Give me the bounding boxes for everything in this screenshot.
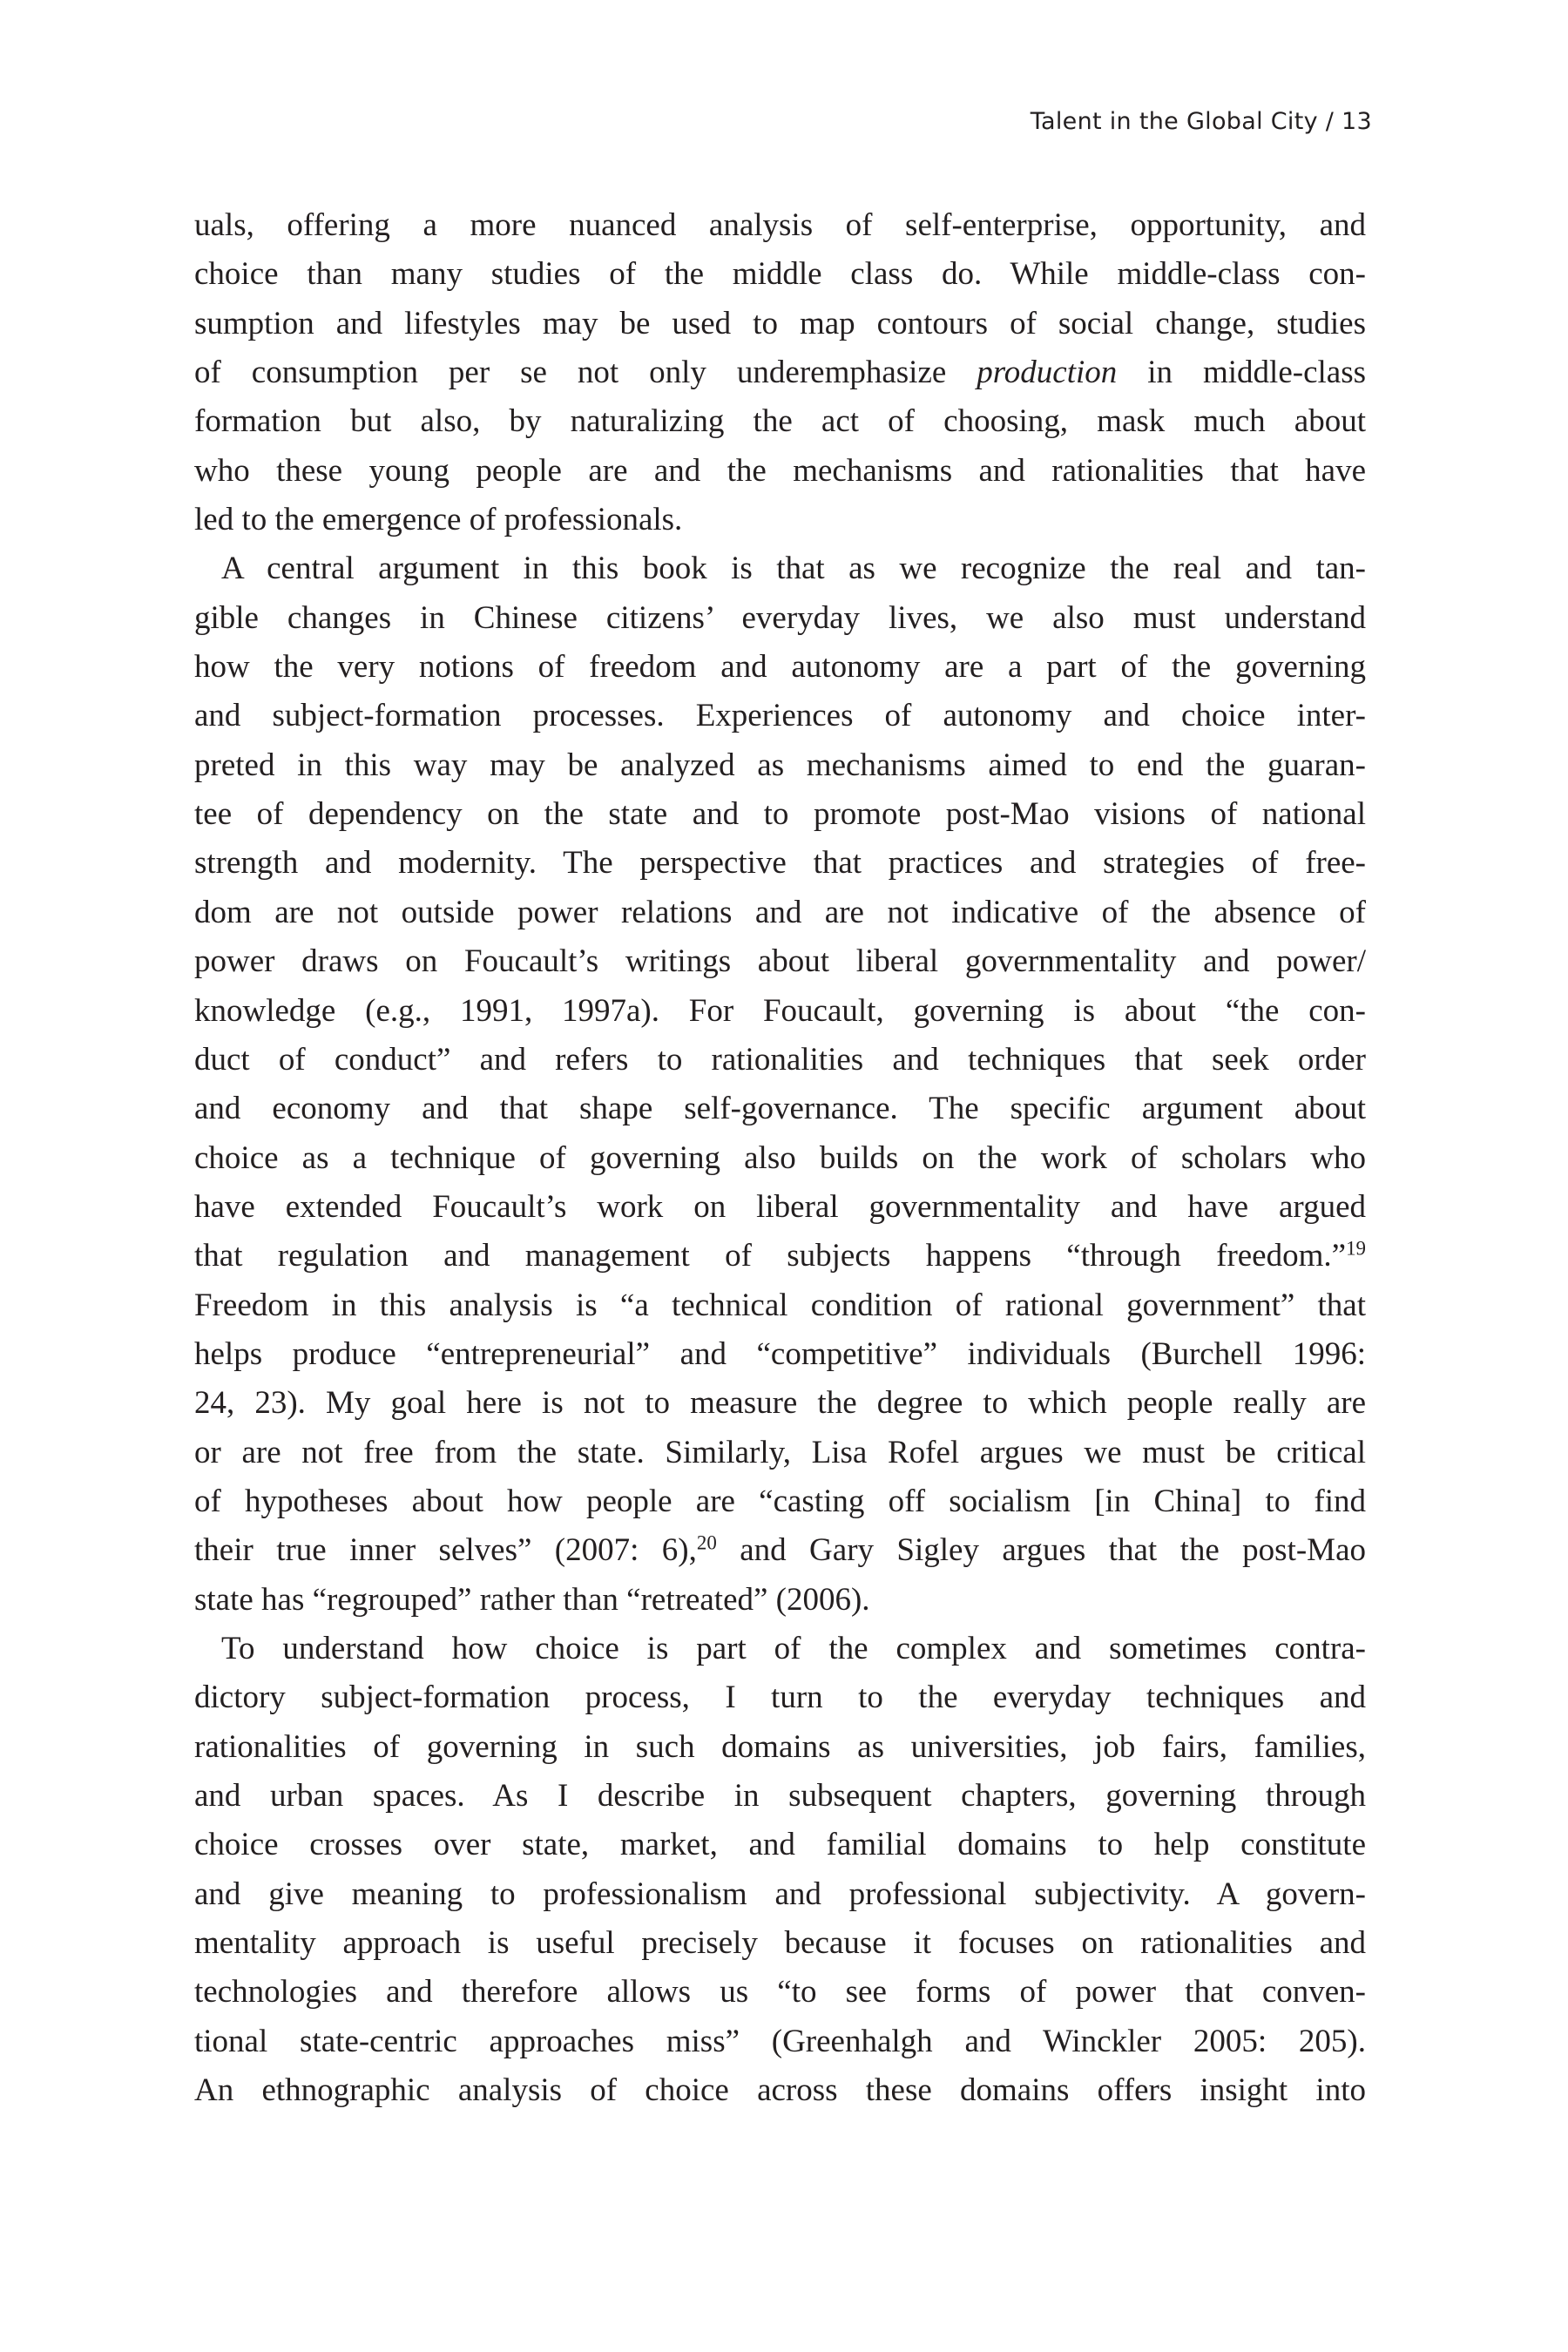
text-line	[194, 2066, 1366, 2115]
text-segment: state has “regrouped” rather than “retreated” (2006).	[194, 1581, 870, 1618]
text-segment: strength and modernity. The perspective that practices and strategies of free-	[194, 845, 1366, 882]
text-segment: of hypotheses about how people are “casting off socialism [in China] to find	[194, 1483, 1366, 1519]
text-line	[194, 1379, 1366, 1428]
text-line	[194, 1576, 1366, 1625]
text-line	[194, 300, 1366, 348]
text-segment: and Gary Sigley argues that the post-Mao	[716, 1532, 1366, 1569]
text-segment: and urban spaces. As I describe in subsequent chapters, governing through	[194, 1778, 1366, 1814]
text-segment: An ethnographic analysis of choice across these domains offers insight into	[194, 2072, 1366, 2109]
text-segment: choice crosses over state, market, and familial domains to help constitute	[194, 1827, 1366, 1863]
text-segment: tional state-centric approaches miss” (Greenhalgh and Winckler 2005: 205).	[194, 2023, 1366, 2059]
text-line	[194, 937, 1366, 986]
text-line	[194, 741, 1366, 790]
text-line	[194, 889, 1366, 937]
text-line	[194, 839, 1366, 888]
italic-text: production	[977, 355, 1118, 391]
text-line	[194, 1919, 1366, 1968]
text-segment: technologies and therefore allows us “to see forms of power that conven-	[194, 1974, 1366, 2011]
text-line	[194, 2017, 1366, 2066]
text-line	[194, 1772, 1366, 1821]
text-segment: and subject-formation processes. Experiences of autonomy and choice inter-	[194, 698, 1366, 734]
text-line	[194, 1870, 1366, 1919]
text-segment: uals, offering a more nuanced analysis of self-enterprise, opportunity, and	[194, 207, 1366, 243]
text-line	[194, 594, 1366, 643]
text-line	[194, 1281, 1366, 1330]
text-segment: formation but also, by naturalizing the act of choosing, mask much about	[194, 403, 1366, 440]
text-line	[194, 447, 1366, 496]
text-segment: Freedom in this analysis is “a technical condition of rational government” that	[194, 1287, 1366, 1323]
text-segment: how the very notions of freedom and autonomy are a part of the governing	[194, 649, 1366, 686]
text-segment: dom are not outside power relations and are not indicative of the absence of	[194, 894, 1366, 930]
text-line	[194, 1330, 1366, 1379]
paragraph	[194, 544, 1366, 1625]
text-segment: their true inner selves” (2007: 6),	[194, 1532, 697, 1569]
text-segment: sumption and lifestyles may be used to map contours of social change, studies	[194, 305, 1366, 341]
text-line	[194, 348, 1366, 397]
text-line	[194, 1085, 1366, 1133]
text-segment: dictory subject-formation process, I turn to the everyday techniques and	[194, 1680, 1366, 1716]
text-segment: tee of dependency on the state and to promote post-Mao visions of national	[194, 796, 1366, 833]
footnote-ref: 20	[696, 1531, 717, 1554]
text-line	[194, 1526, 1366, 1575]
text-line	[194, 1723, 1366, 1772]
text-segment: and give meaning to professionalism and professional subjectivity. A govern-	[194, 1876, 1366, 1912]
body-text	[194, 201, 1366, 2115]
text-segment: have extended Foucault’s work on liberal governmentality and have argued	[194, 1188, 1366, 1225]
text-line	[194, 987, 1366, 1036]
text-segment: rationalities of governing in such domains as universities, job fairs, families,	[194, 1728, 1366, 1765]
text-segment: 24, 23). My goal here is not to measure the degree to which people really are	[194, 1385, 1366, 1422]
text-line	[194, 1134, 1366, 1183]
text-line	[194, 1477, 1366, 1526]
text-segment: or are not free from the state. Similarly, Lisa Rofel argues we must be critical	[194, 1434, 1366, 1470]
text-segment: who these young people are and the mechanisms and rationalities that have	[194, 452, 1366, 489]
text-line	[194, 1036, 1366, 1085]
text-segment: mentality approach is useful precisely because it focuses on rationalities and	[194, 1925, 1366, 1962]
text-segment: choice as a technique of governing also builds on the work of scholars who	[194, 1139, 1366, 1176]
text-line	[194, 201, 1366, 250]
text-line	[194, 1673, 1366, 1722]
text-segment: of consumption per se not only underemphasize	[194, 355, 977, 391]
text-segment: helps produce “entrepreneurial” and “competitive” individuals (Burchell 1996:	[194, 1335, 1366, 1372]
text-line	[194, 1821, 1366, 1869]
text-line	[194, 692, 1366, 740]
text-segment: preted in this way may be analyzed as mechanisms aimed to end the guaran-	[194, 747, 1366, 783]
text-segment: and economy and that shape self-governance. The specific argument about	[194, 1091, 1366, 1127]
text-line	[194, 1232, 1366, 1281]
paragraph	[194, 201, 1366, 544]
text-line	[194, 496, 1366, 544]
text-segment: To understand how choice is part of the complex and sometimes contra-	[221, 1630, 1366, 1666]
text-line	[194, 397, 1366, 446]
text-line	[194, 1183, 1366, 1232]
text-segment: power draws on Foucault’s writings about liberal governmentality and power/	[194, 943, 1366, 980]
text-segment: led to the emergence of professionals.	[194, 502, 683, 538]
text-line	[194, 1625, 1366, 1673]
text-segment: gible changes in Chinese citizens’ everyday lives, we also must understand	[194, 599, 1366, 636]
text-line	[194, 250, 1366, 299]
text-line	[194, 544, 1366, 593]
text-segment: choice than many studies of the middle class do. While middle-class con-	[194, 256, 1366, 293]
text-segment: A central argument in this book is that as we recognize the real and tan-	[221, 551, 1366, 587]
text-line	[194, 790, 1366, 839]
text-segment: knowledge (e.g., 1991, 1997a). For Foucault, governing is about “the con-	[194, 992, 1366, 1029]
text-line	[194, 1429, 1366, 1477]
text-line	[194, 643, 1366, 692]
text-line	[194, 1968, 1366, 2017]
paragraph	[194, 1625, 1366, 2115]
text-segment: duct of conduct” and refers to rationalities and techniques that seek order	[194, 1041, 1366, 1078]
text-segment: in middle-class	[1117, 355, 1366, 391]
text-segment: that regulation and management of subjects happens “through freedom.”	[194, 1238, 1347, 1274]
footnote-ref: 19	[1346, 1237, 1366, 1260]
running-head: Talent in the Global City / 13	[1030, 108, 1372, 135]
